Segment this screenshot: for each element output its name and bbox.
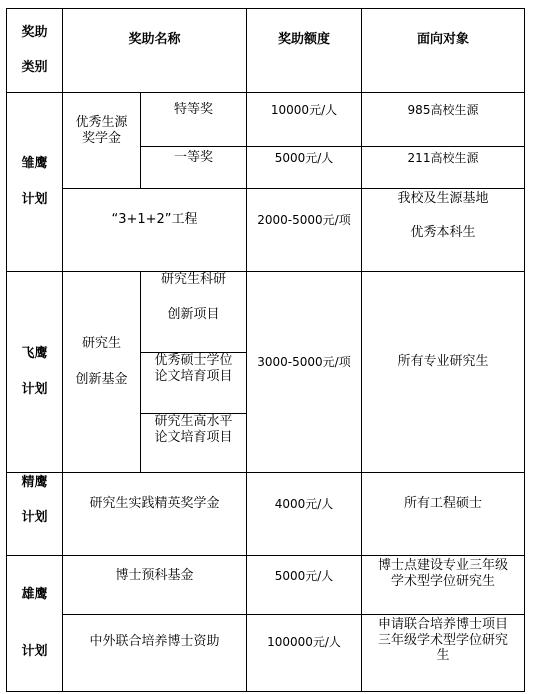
gongcheng-target: 我校及生源基地 优秀本科生 bbox=[397, 191, 489, 241]
jingying-scholarship: 研究生实践精英奖学金 bbox=[89, 495, 220, 511]
table-border-bottom bbox=[6, 691, 525, 692]
feiying-item-3: 研究生高水平 论文培育项目 bbox=[154, 414, 233, 446]
header-target bbox=[362, 9, 524, 71]
header-amount-text: 奖助额度 bbox=[277, 31, 330, 47]
feiying-item-1: 研究生科研 创新项目 bbox=[160, 272, 226, 323]
boshi-fund: 博士预科基金 bbox=[115, 567, 194, 583]
zhongwai-fund: 中外联合培养博士资助 bbox=[89, 633, 220, 649]
tedeng-award: 特等奖 bbox=[173, 101, 213, 117]
header-category bbox=[7, 9, 62, 92]
header-target-text: 面向对象 bbox=[416, 31, 469, 47]
tedeng-target: 985高校生源 bbox=[407, 102, 479, 117]
zhongwai-amount: 100000元/人 bbox=[267, 634, 341, 649]
yideng-award: 一等奖 bbox=[173, 149, 213, 165]
header-amount bbox=[247, 9, 361, 71]
feiying-amount: 3000-5000元/项 bbox=[257, 354, 351, 369]
group-label-xiongying: 雄鹰 计划 bbox=[21, 587, 48, 659]
group-label-chuying: 雏鹰 计划 bbox=[21, 155, 48, 207]
tedeng-amount: 10000元/人 bbox=[270, 102, 338, 117]
jingying-amount: 4000元/人 bbox=[274, 496, 334, 511]
header-name-text: 奖助名称 bbox=[128, 31, 181, 47]
gongcheng-program: “3+1+2”工程 bbox=[111, 211, 198, 227]
group-label-jingying: 精鹰 计划 bbox=[21, 475, 48, 526]
boshi-target: 博士点建设专业三年级 学术型学位研究生 bbox=[377, 558, 508, 590]
group-label-feiying: 飞鹰 计划 bbox=[21, 345, 48, 397]
boshi-amount: 5000元/人 bbox=[274, 568, 334, 583]
jingying-target: 所有工程硕士 bbox=[403, 495, 482, 511]
header-category-line1: 奖助 bbox=[21, 25, 48, 41]
innovation-fund: 研究生 创新基金 bbox=[75, 335, 128, 387]
gongcheng-amount: 2000-5000元/项 bbox=[257, 212, 351, 227]
yideng-amount: 5000元/人 bbox=[274, 150, 334, 165]
header-name bbox=[63, 9, 246, 71]
feiying-item-2: 优秀硕士学位 论文培育项目 bbox=[154, 353, 233, 385]
table-border-right bbox=[524, 8, 525, 692]
zhongwai-target: 申请联合培养博士项目 三年级学术型学位研究 生 bbox=[377, 617, 508, 664]
yideng-target: 211高校生源 bbox=[407, 150, 479, 165]
feiying-target: 所有专业研究生 bbox=[397, 353, 489, 369]
youxiu-scholarship: 优秀生源 奖学金 bbox=[75, 114, 128, 146]
header-category-line2: 类别 bbox=[21, 59, 48, 75]
